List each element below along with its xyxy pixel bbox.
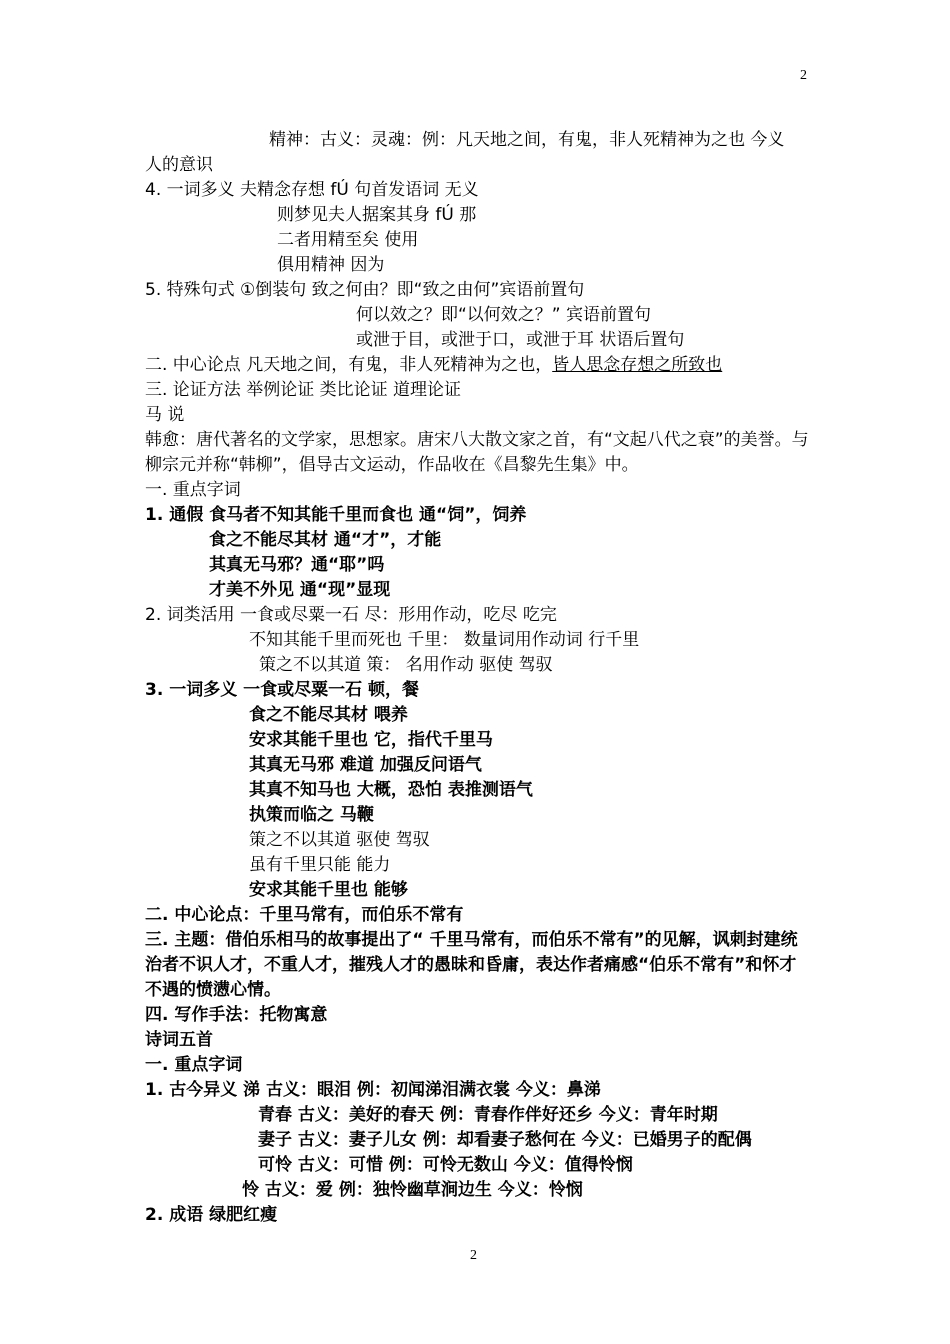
text-line: [145, 428, 810, 478]
line-text: 2. 词类活用 一食或尽粟一石 尽：形用作动，吃尽 吃完: [145, 605, 557, 625]
text-line: [145, 403, 810, 428]
line-text: 虽有千里只能 能力: [249, 855, 391, 875]
text-line: [145, 828, 810, 853]
text-line: [145, 153, 810, 178]
text-line: [145, 1103, 810, 1128]
text-line: [145, 1053, 810, 1078]
line-text: 执策而临之 马鞭: [249, 805, 374, 825]
line-text: 可怜 古义：可惜 例：可怜无数山 今义：值得怜悯: [258, 1155, 633, 1175]
text-line: [145, 728, 810, 753]
line-text: 5. 特殊句式 ①倒装句 致之何由？即“致之由何”宾语前置句: [145, 280, 585, 300]
line-text: 3. 一词多义 一食或尽粟一石 顿，餐: [145, 680, 420, 700]
text-line: [145, 1078, 810, 1103]
underlined-text: 皆人思念存想之所致也: [552, 355, 723, 375]
line-text: 三. 主题：借伯乐相马的故事提出了“ 千里马常有，而伯乐不常有”的见解，讽刺封建统治者不识人才，不重人才，摧残人才的愚昧和昏庸，表达作者痛感“伯乐不常有”和怀才不遇的愤懑心情。: [145, 930, 798, 1000]
text-line: [145, 753, 810, 778]
line-text: 或泄于目，或泄于口，或泄于耳 状语后置句: [356, 330, 685, 350]
text-line: [145, 603, 810, 628]
text-line: [145, 1178, 810, 1203]
line-text: 则梦见夫人据案其身 fÚ 那: [277, 205, 477, 225]
line-text: 马 说: [145, 405, 185, 425]
text-line: [145, 628, 810, 653]
line-text: 安求其能千里也 能够: [249, 880, 408, 900]
text-line: [145, 878, 810, 903]
document-body: [145, 128, 810, 1228]
line-text: 诗词五首: [145, 1030, 213, 1050]
text-line: [145, 853, 810, 878]
line-text: 韩愈：唐代著名的文学家，思想家。唐宋八大散文家之首，有“文起八代之衰”的美誉。与柳宗元并称“韩柳”，倡导古文运动，作品收在《昌黎先生集》中。: [145, 430, 809, 475]
text-line: [145, 353, 810, 378]
text-line: [145, 1203, 810, 1228]
line-text: 其真无马邪？通“耶”吗: [209, 555, 385, 575]
line-text: 青春 古义：美好的春天 例：青春作伴好还乡 今义：青年时期: [258, 1105, 718, 1125]
line-text: 其真不知马也 大概，恐怕 表推测语气: [249, 780, 533, 800]
text-line: [145, 378, 810, 403]
text-line: [145, 1003, 810, 1028]
line-text: 二. 中心论点 凡天地之间，有鬼，非人死精神为之也，: [145, 355, 553, 375]
line-text: 怜 古义：爱 例：独怜幽草涧边生 今义：怜悯: [242, 1180, 583, 1200]
text-line: [145, 653, 810, 678]
text-line: [145, 1153, 810, 1178]
text-line: [145, 678, 810, 703]
line-text: 4. 一词多义 夫精念存想 fÚ 句首发语词 无义: [145, 180, 479, 200]
line-text: 1. 古今异义 涕 古义：眼泪 例：初闻涕泪满衣裳 今义：鼻涕: [145, 1080, 601, 1100]
text-line: [145, 928, 810, 1003]
text-line: [145, 303, 810, 328]
line-text: 才美不外见 通“现”显现: [209, 580, 391, 600]
text-line: [145, 203, 810, 228]
line-text: 妻子 古义：妻子儿女 例：却看妻子愁何在 今义：已婚男子的配偶: [258, 1130, 752, 1150]
line-text: 不知其能千里而死也 千里： 数量词用作动词 行千里: [249, 630, 640, 650]
text-line: [145, 178, 810, 203]
page-number-bottom: 2: [470, 1248, 477, 1263]
line-text: 人的意识: [145, 155, 213, 175]
text-line: [145, 528, 810, 553]
text-line: [145, 228, 810, 253]
line-text: 食之不能尽其材 喂养: [249, 705, 408, 725]
line-text: 2. 成语 绿肥红瘦: [145, 1205, 278, 1225]
line-text: 二. 中心论点：千里马常有，而伯乐不常有: [145, 905, 464, 925]
text-line: [145, 778, 810, 803]
text-line: [145, 128, 810, 153]
text-line: [145, 903, 810, 928]
text-line: [145, 503, 810, 528]
line-text: 策之不以其道 驱使 驾驭: [249, 830, 430, 850]
line-text: 俱用精神 因为: [277, 255, 385, 275]
text-line: [145, 253, 810, 278]
line-text: 策之不以其道 策： 名用作动 驱使 驾驭: [259, 655, 553, 675]
line-text: 1. 通假 食马者不知其能千里而食也 通“饲”，饲养: [145, 505, 527, 525]
text-line: [145, 478, 810, 503]
text-line: [145, 1028, 810, 1053]
text-line: [145, 803, 810, 828]
line-text: 何以效之？即“以何效之？” 宾语前置句: [356, 305, 652, 325]
text-line: [145, 553, 810, 578]
line-text: 安求其能千里也 它，指代千里马: [249, 730, 493, 750]
text-line: [145, 578, 810, 603]
line-text: 食之不能尽其材 通“才”，才能: [209, 530, 442, 550]
line-text: 一. 重点字词: [145, 480, 241, 500]
line-text: 其真无马邪 难道 加强反问语气: [249, 755, 482, 775]
text-line: [145, 278, 810, 303]
line-text: 精神：古义：灵魂：例：凡天地之间，有鬼，非人死精神为之也 今义: [269, 130, 785, 150]
text-line: [145, 1128, 810, 1153]
text-line: [145, 328, 810, 353]
text-line: [145, 703, 810, 728]
line-text: 一. 重点字词: [145, 1055, 243, 1075]
line-text: 三. 论证方法 举例论证 类比论证 道理论证: [145, 380, 462, 400]
line-text: 四. 写作手法：托物寓意: [145, 1005, 328, 1025]
page-number-top: 2: [800, 68, 807, 83]
line-text: 二者用精至矣 使用: [277, 230, 419, 250]
